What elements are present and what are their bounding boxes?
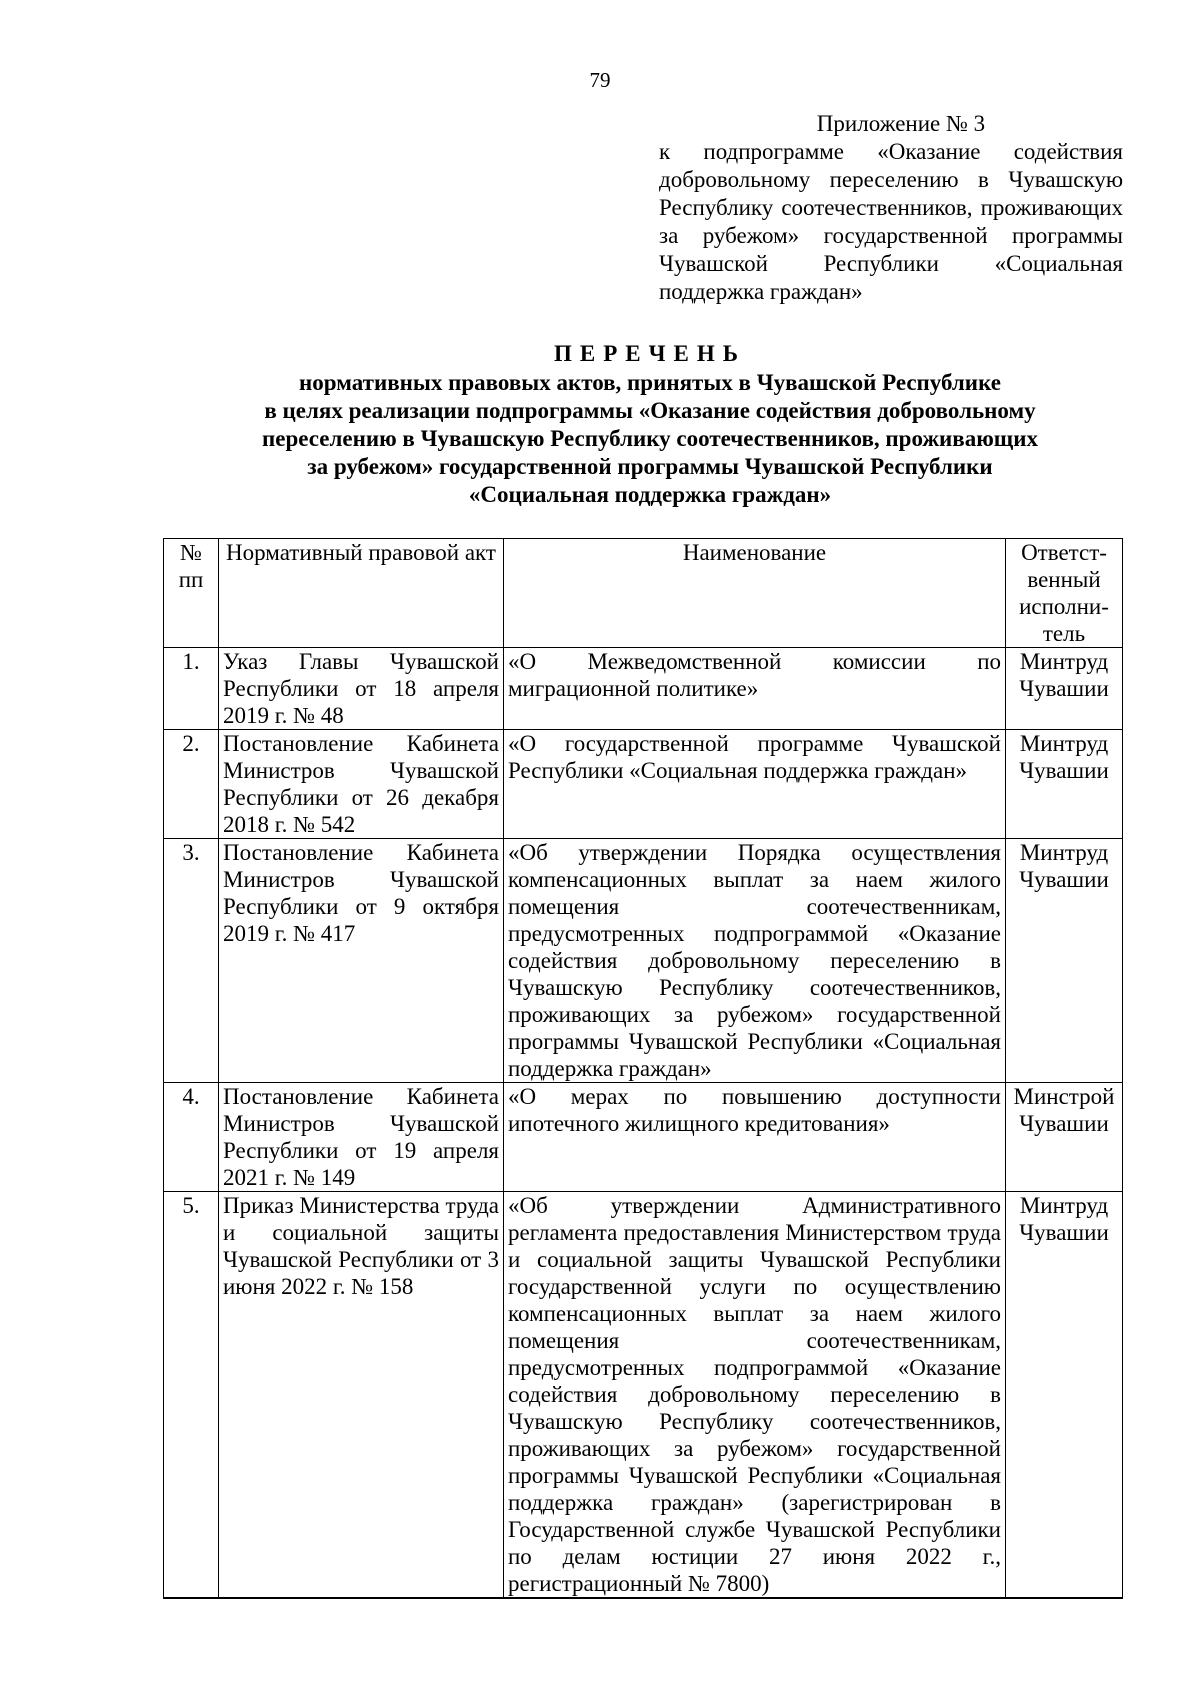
heading-line: «Социальная поддержка граждан» bbox=[468, 482, 832, 507]
table-row bbox=[164, 730, 1123, 839]
row-legal-act: Постановление Кабинета Министров Чувашской Республики от 26 декабря 2018 г. № 542 bbox=[219, 730, 504, 839]
row-number: 1. bbox=[164, 648, 219, 730]
appendix-text: к подпрограмме «Оказание содействия добровольному переселению в Чувашскую Республику соотечественников, проживающих за рубежом» государственной программы Чувашской Республики «Социальная поддержка граждан» bbox=[659, 139, 1123, 304]
row-name: «О мерах по повышению доступности ипотечного жилищного кредитования» bbox=[504, 1083, 1006, 1192]
heading-line: переселению в Чувашскую Республику соотечественников, проживающих bbox=[262, 426, 1038, 451]
row-name: «О государственной программе Чувашской Республики «Социальная поддержка граждан» bbox=[504, 730, 1006, 839]
table-header-row bbox=[164, 539, 1123, 648]
row-name: «Об утверждении Порядка осуществления компенсационных выплат за наем жилого помещения соотечественникам, предусмотренных подпрограммой «Оказание содействия добровольному переселению в Чувашскую Республику соотечественников, проживающих за рубежом» государственной программы Чувашской Республики «Социальная поддержка граждан» bbox=[504, 839, 1006, 1083]
header-executor: Ответст-венный исполни-тель bbox=[1006, 539, 1123, 648]
row-executor: Минтруд Чувашии bbox=[1006, 1192, 1123, 1599]
row-legal-act: Постановление Кабинета Министров Чувашской Республики от 9 октября 2019 г. № 417 bbox=[219, 839, 504, 1083]
row-number: 3. bbox=[164, 839, 219, 1083]
page-number: 79 bbox=[589, 68, 611, 92]
header-legal-act: Нормативный правовой акт bbox=[219, 539, 504, 648]
appendix-title: Приложение № 3 bbox=[816, 111, 986, 136]
document-heading bbox=[150, 340, 1150, 509]
row-executor: Минтруд Чувашии bbox=[1006, 648, 1123, 730]
row-legal-act: Приказ Министерства труда и социальной защиты Чувашской Республики от 3 июня 2022 г. № 158 bbox=[219, 1192, 504, 1599]
row-executor: Минстрой Чувашии bbox=[1006, 1083, 1123, 1192]
table-row bbox=[164, 839, 1123, 1083]
row-number: 2. bbox=[164, 730, 219, 839]
row-number: 4. bbox=[164, 1083, 219, 1192]
header-number: № пп bbox=[164, 539, 219, 648]
heading-title: ПЕРЕЧЕНЬ bbox=[554, 341, 746, 366]
table-row bbox=[164, 1192, 1123, 1599]
row-name: «О Межведомственной комиссии по миграционной политике» bbox=[504, 648, 1006, 730]
heading-line: за рубежом» государственной программы Чувашской Республики bbox=[307, 454, 993, 479]
table-row bbox=[164, 1083, 1123, 1192]
row-executor: Минтруд Чувашии bbox=[1006, 730, 1123, 839]
acts-table bbox=[163, 538, 1123, 1599]
row-number: 5. bbox=[164, 1192, 219, 1599]
row-legal-act: Постановление Кабинета Министров Чувашской Республики от 19 апреля 2021 г. № 149 bbox=[219, 1083, 504, 1192]
appendix-block bbox=[659, 110, 1123, 306]
row-name: «Об утверждении Административного регламента предоставления Министерством труда и социальной защиты Чувашской Республики государственной услуги по осуществлению компенсационных выплат за наем жилого помещения соотечественникам, предусмотренных подпрограммой «Оказание содействия добровольному переселению в Чувашскую Республику соотечественников, проживающих за рубежом» государственной программы Чувашской Республики «Социальная поддержка граждан» (зарегистрирован в Государственной службе Чувашской Республики по делам юстиции 27 июня 2022 г., регистрационный № 7800) bbox=[504, 1192, 1006, 1599]
table-row bbox=[164, 648, 1123, 730]
row-executor: Минтруд Чувашии bbox=[1006, 839, 1123, 1083]
header-name: Наименование bbox=[504, 539, 1006, 648]
heading-line: в целях реализации подпрограммы «Оказание содействия добровольному bbox=[264, 398, 1036, 423]
heading-line: нормативных правовых актов, принятых в Чувашской Республике bbox=[299, 370, 1001, 395]
row-legal-act: Указ Главы Чувашской Республики от 18 апреля 2019 г. № 48 bbox=[219, 648, 504, 730]
